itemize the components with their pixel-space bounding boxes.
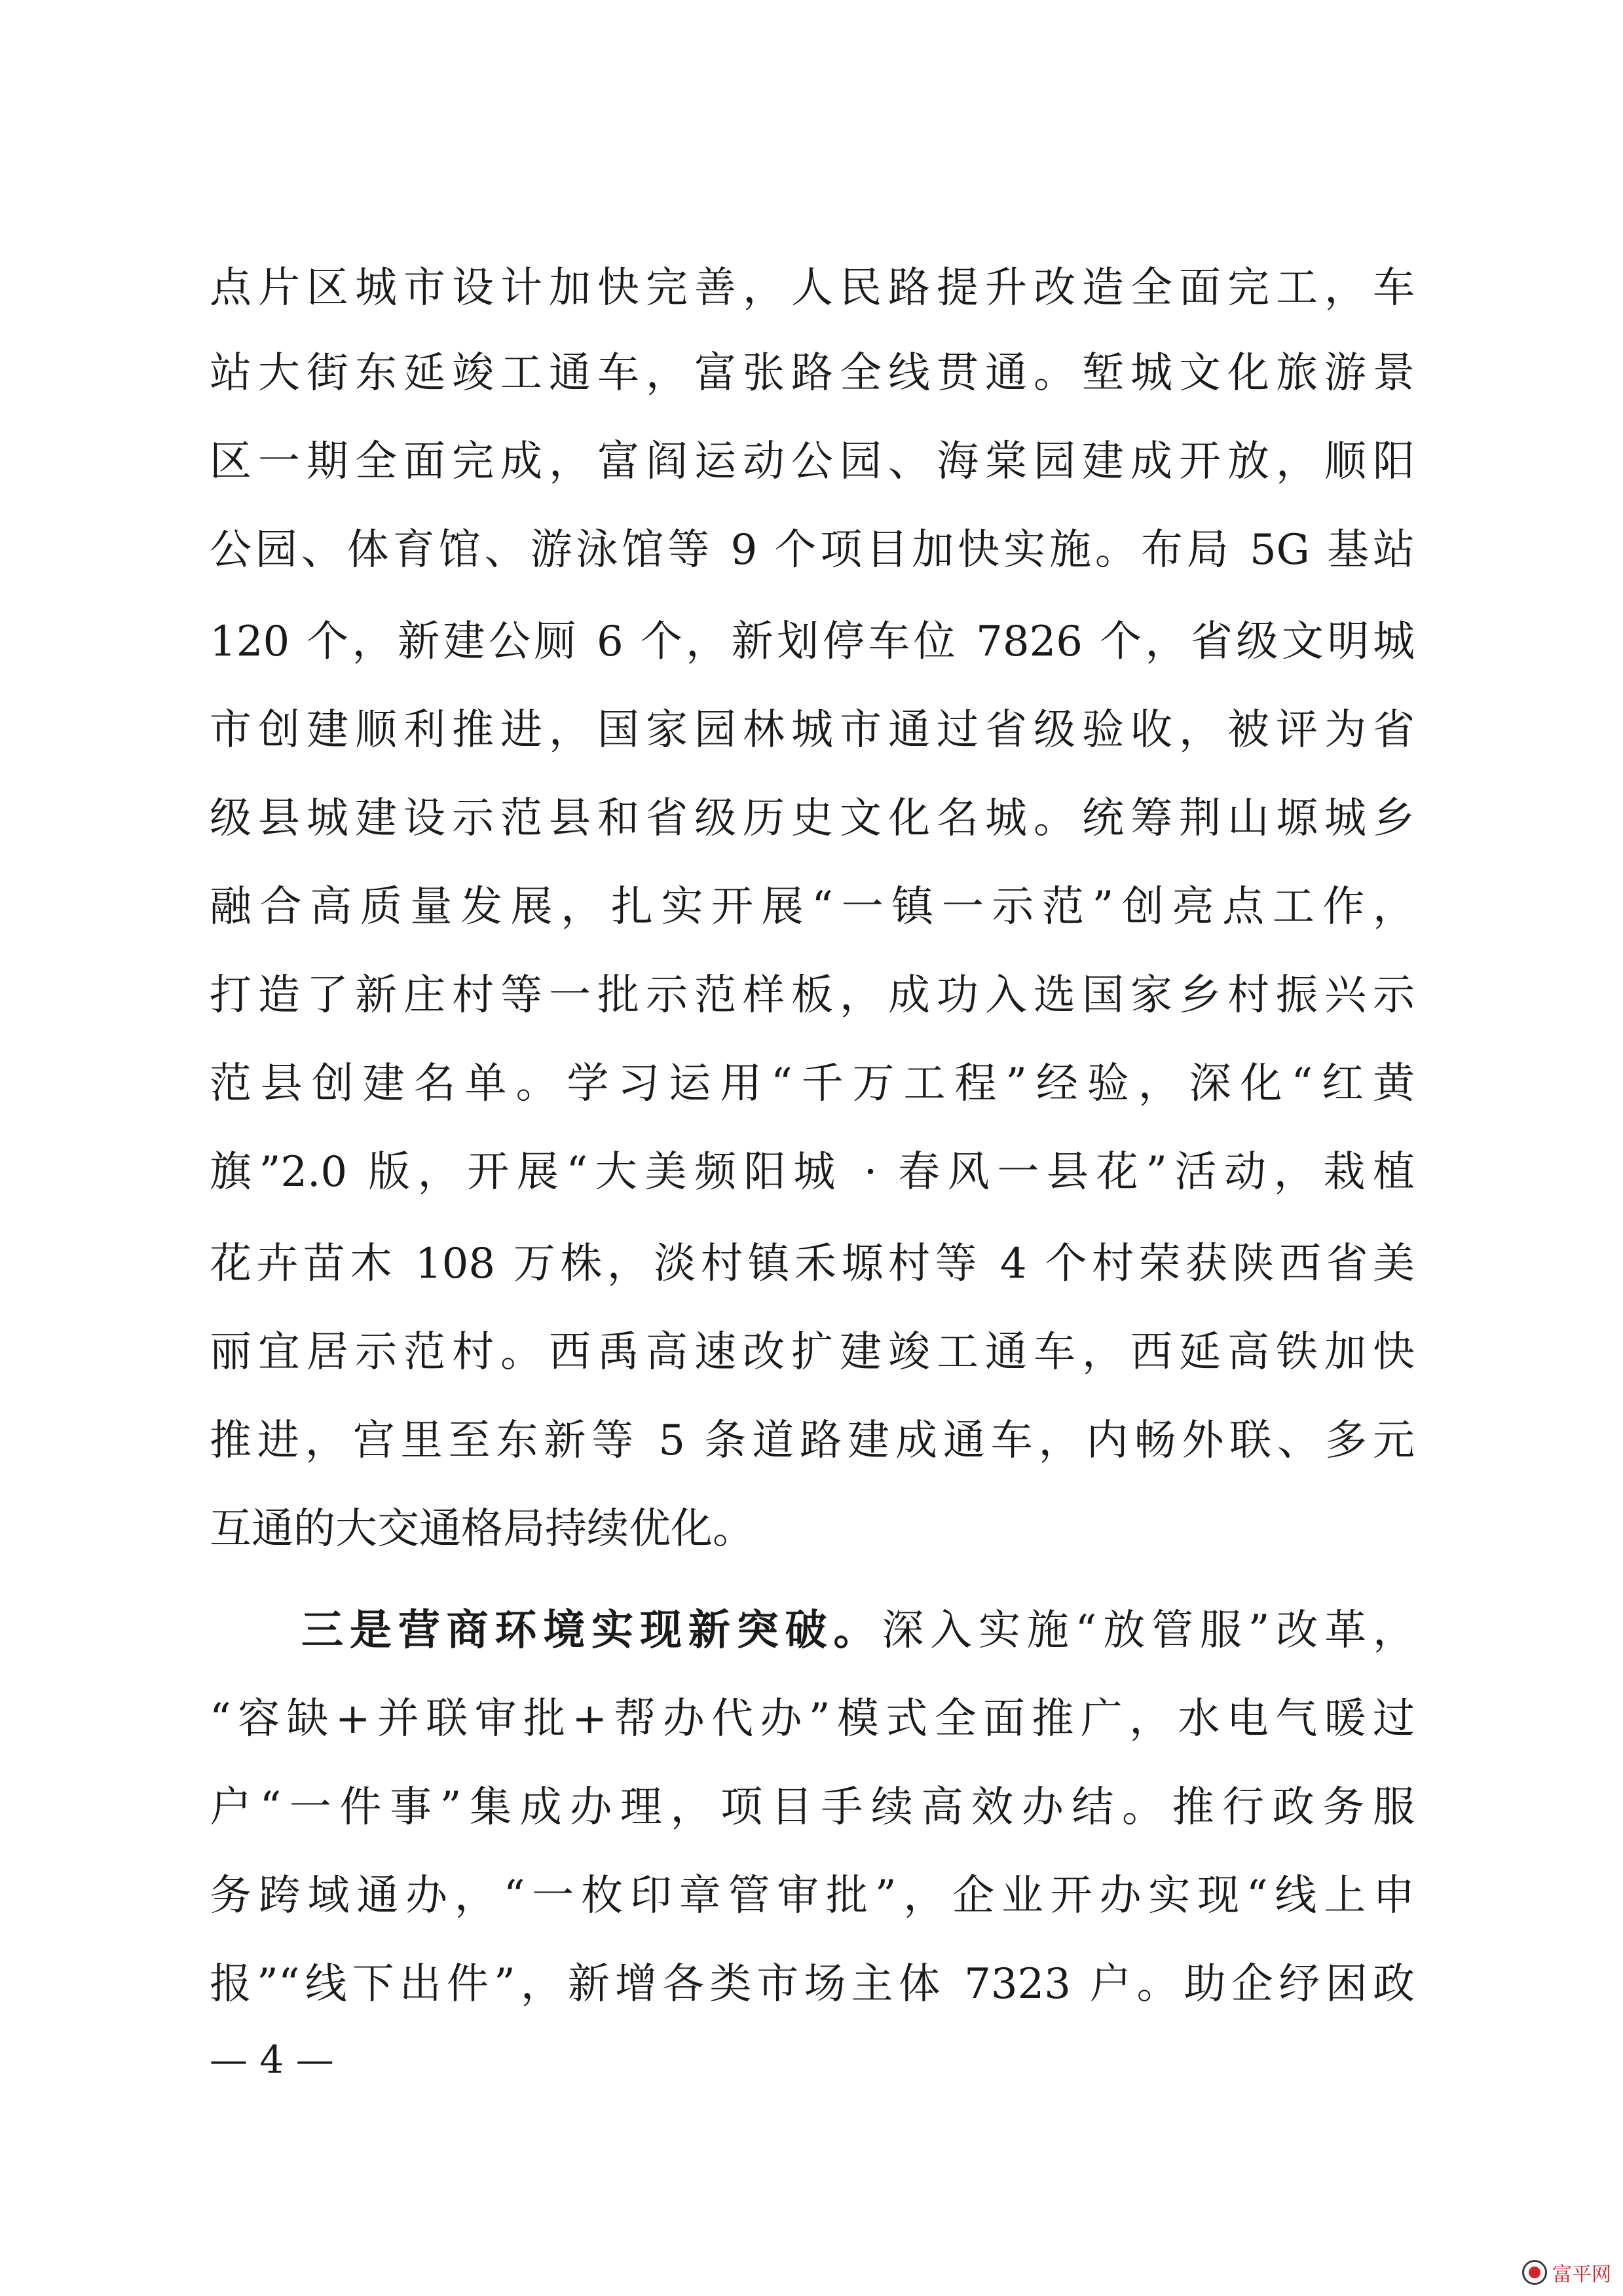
body-text-line: “容缺+并联审批+帮办代办”模式全面推广，水电气暖过 bbox=[210, 1695, 1415, 1743]
watermark-text: 富平网 bbox=[1552, 2263, 1611, 2286]
site-logo-icon bbox=[1522, 2260, 1547, 2285]
body-text-line: 120 个，新建公厕 6 个，新划停车位 7826 个，省级文明城 bbox=[210, 618, 1415, 666]
body-text-line: 区一期全面完成，富阎运动公园、海棠园建成开放，顺阳 bbox=[210, 437, 1415, 486]
body-text-line: 站大街东延竣工通车，富张路全线贯通。堑城文化旅游景 bbox=[210, 349, 1415, 398]
body-text-line: 融合高质量发展，扎实开展“一镇一示范”创亮点工作， bbox=[210, 883, 1415, 931]
section-first-line bbox=[301, 1598, 1415, 1663]
body-text-line: 范县创建名单。学习运用“千万工程”经验，深化“红黄 bbox=[210, 1060, 1415, 1108]
body-text-line: 报”“线下出件”，新增各类市场主体 7323 户。助企纾困政 bbox=[210, 1960, 1415, 2009]
page-number: — 4 — bbox=[210, 2037, 334, 2082]
body-text-line: 互通的大交通格局持续优化。 bbox=[210, 1505, 755, 1553]
section-heading: 三是营商环境实现新突破。 bbox=[301, 1606, 882, 1655]
body-text-line: 旗”2.0 版，开展“大美频阳城 · 春风一县花”活动，栽植 bbox=[210, 1148, 1415, 1196]
body-text-line: 花卉苗木 108 万株，淡村镇禾塬村等 4 个村荣获陕西省美 bbox=[210, 1240, 1415, 1288]
body-text-line: 打造了新庄村等一批示范样板，成功入选国家乡村振兴示 bbox=[210, 971, 1415, 1020]
body-text-line: 户“一件事”集成办理，项目手续高效办结。推行政务服 bbox=[210, 1783, 1415, 1832]
body-text-line: 级县城建设示范县和省级历史文化名城。统筹荆山塬城乡 bbox=[210, 794, 1415, 843]
body-text-line: 务跨域通办，“一枚印章管审批”，企业开办实现“线上申 bbox=[210, 1872, 1415, 1920]
body-text-line: 点片区城市设计加快完善，人民路提升改造全面完工，车 bbox=[210, 264, 1415, 312]
body-text-line: 市创建顺利推进，国家园林城市通过省级验收，被评为省 bbox=[210, 706, 1415, 754]
body-text-line: 推进，宫里至东新等 5 条道路建成通车，内畅外联、多元 bbox=[210, 1416, 1415, 1465]
body-text-line: 公园、体育馆、游泳馆等 9 个项目加快实施。布局 5G 基站 bbox=[210, 526, 1415, 574]
section-first-line-text: 深入实施“放管服”改革， bbox=[882, 1606, 1415, 1655]
site-watermark bbox=[1522, 2258, 1611, 2287]
body-text-line: 丽宜居示范村。西禹高速改扩建竣工通车，西延高铁加快 bbox=[210, 1328, 1415, 1377]
